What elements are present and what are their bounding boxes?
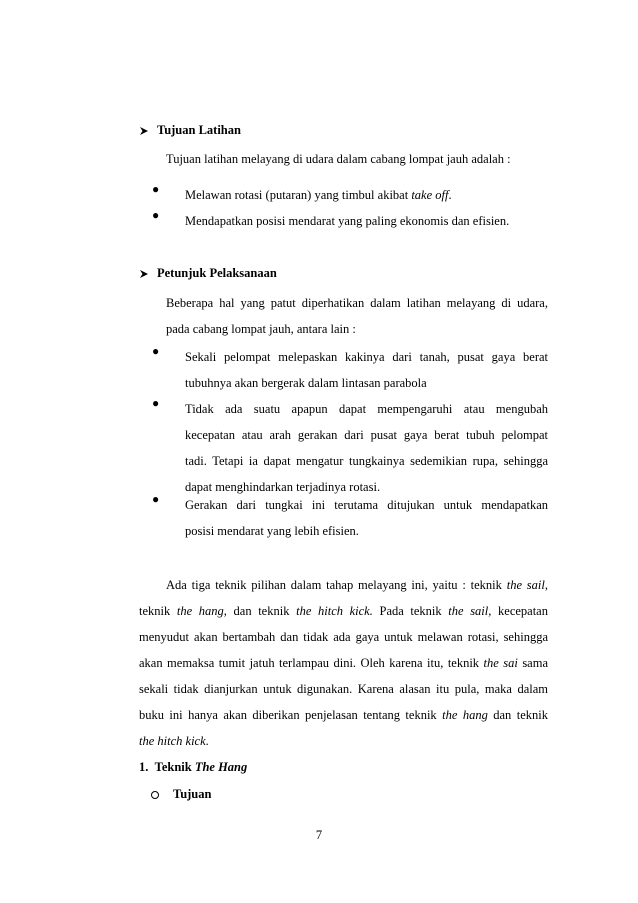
heading-label: Teknik xyxy=(154,760,195,774)
bullet-dot-icon: ● xyxy=(152,208,160,222)
list-item xyxy=(152,492,548,544)
bullet-line: kecepatan atau arah gerakan dari pusat gaya berat tubuh pelompat xyxy=(185,428,548,442)
bullet-italic: take off xyxy=(411,188,449,202)
bullet-dot-icon: ● xyxy=(152,492,160,506)
list-item xyxy=(152,396,548,500)
bullet-end: . xyxy=(448,188,452,202)
list-item xyxy=(152,208,548,234)
bullet-dot-icon: ● xyxy=(152,344,160,358)
arrow-bullet-icon xyxy=(139,269,149,279)
body-paragraph xyxy=(139,572,548,754)
sub-heading-tujuan xyxy=(151,787,211,802)
sub-heading-text: Tujuan xyxy=(173,787,212,801)
paragraph-line: akan memaksa tumit jatuh terlampau dini. Oleh karena itu, teknik the sai sama xyxy=(139,656,548,670)
hollow-circle-bullet-icon xyxy=(151,791,159,799)
list-item xyxy=(152,344,548,396)
page-number: 7 xyxy=(315,828,323,842)
heading-number: 1. xyxy=(139,760,149,774)
bullet-line: Tidak ada suatu apapun dapat mempengaruhi atau mengubah xyxy=(185,402,548,416)
petunjuk-intro xyxy=(166,290,548,342)
bullet-line: tadi. Tetapi ia dapat mengatur tungkainya sedemikian rupa, sehingga xyxy=(185,454,548,468)
paragraph-line: Ada tiga teknik pilihan dalam tahap melayang ini, yaitu : teknik the sail, xyxy=(166,578,548,592)
bullet-text: Mendapatkan posisi mendarat yang paling ekonomis dan efisien. xyxy=(185,214,510,228)
paragraph-line: menyudut akan bertambah dan tidak ada gaya untuk melawan rotasi, sehingga xyxy=(139,630,548,644)
heading-label-italic: The Hang xyxy=(194,760,248,774)
bullet-text: Melawan rotasi (putaran) yang timbul akibat xyxy=(185,188,412,202)
list-item xyxy=(152,182,548,208)
bullet-line: posisi mendarat yang lebih efisien. xyxy=(185,524,359,538)
section-heading-petunjuk xyxy=(139,266,277,281)
heading-text: Petunjuk Pelaksanaan xyxy=(157,266,277,280)
bullet-line: dapat menghindarkan terjadinya rotasi. xyxy=(185,480,381,494)
intro-line: Beberapa hal yang patut diperhatikan dalam latihan melayang di udara, xyxy=(166,296,548,310)
heading-text: Tujuan Latihan xyxy=(157,123,241,137)
bullet-line: tubuhnya akan bergerak dalam lintasan parabola xyxy=(185,376,427,390)
paragraph-line: sekali tidak dianjurkan untuk digunakan. Karena alasan itu pula, maka dalam xyxy=(139,682,548,696)
tujuan-intro: Tujuan latihan melayang di udara dalam cabang lompat jauh adalah : xyxy=(166,152,511,166)
bullet-line: Gerakan dari tungkai ini terutama ditujukan untuk mendapatkan xyxy=(185,498,548,512)
paragraph-line: buku ini hanya akan diberikan penjelasan tentang teknik the hang dan teknik xyxy=(139,708,548,722)
numbered-heading xyxy=(139,760,247,775)
bullet-line: Sekali pelompat melepaskan kakinya dari tanah, pusat gaya berat xyxy=(185,350,548,364)
intro-line: pada cabang lompat jauh, antara lain : xyxy=(166,322,356,336)
bullet-dot-icon: ● xyxy=(152,396,160,410)
paragraph-line: teknik the hang, dan teknik the hitch kick. Pada teknik the sail, kecepatan xyxy=(139,604,548,618)
section-heading-tujuan-latihan xyxy=(139,123,241,138)
paragraph-line: the hitch kick. xyxy=(139,734,209,748)
arrow-bullet-icon xyxy=(139,126,149,136)
bullet-dot-icon: ● xyxy=(152,182,160,196)
